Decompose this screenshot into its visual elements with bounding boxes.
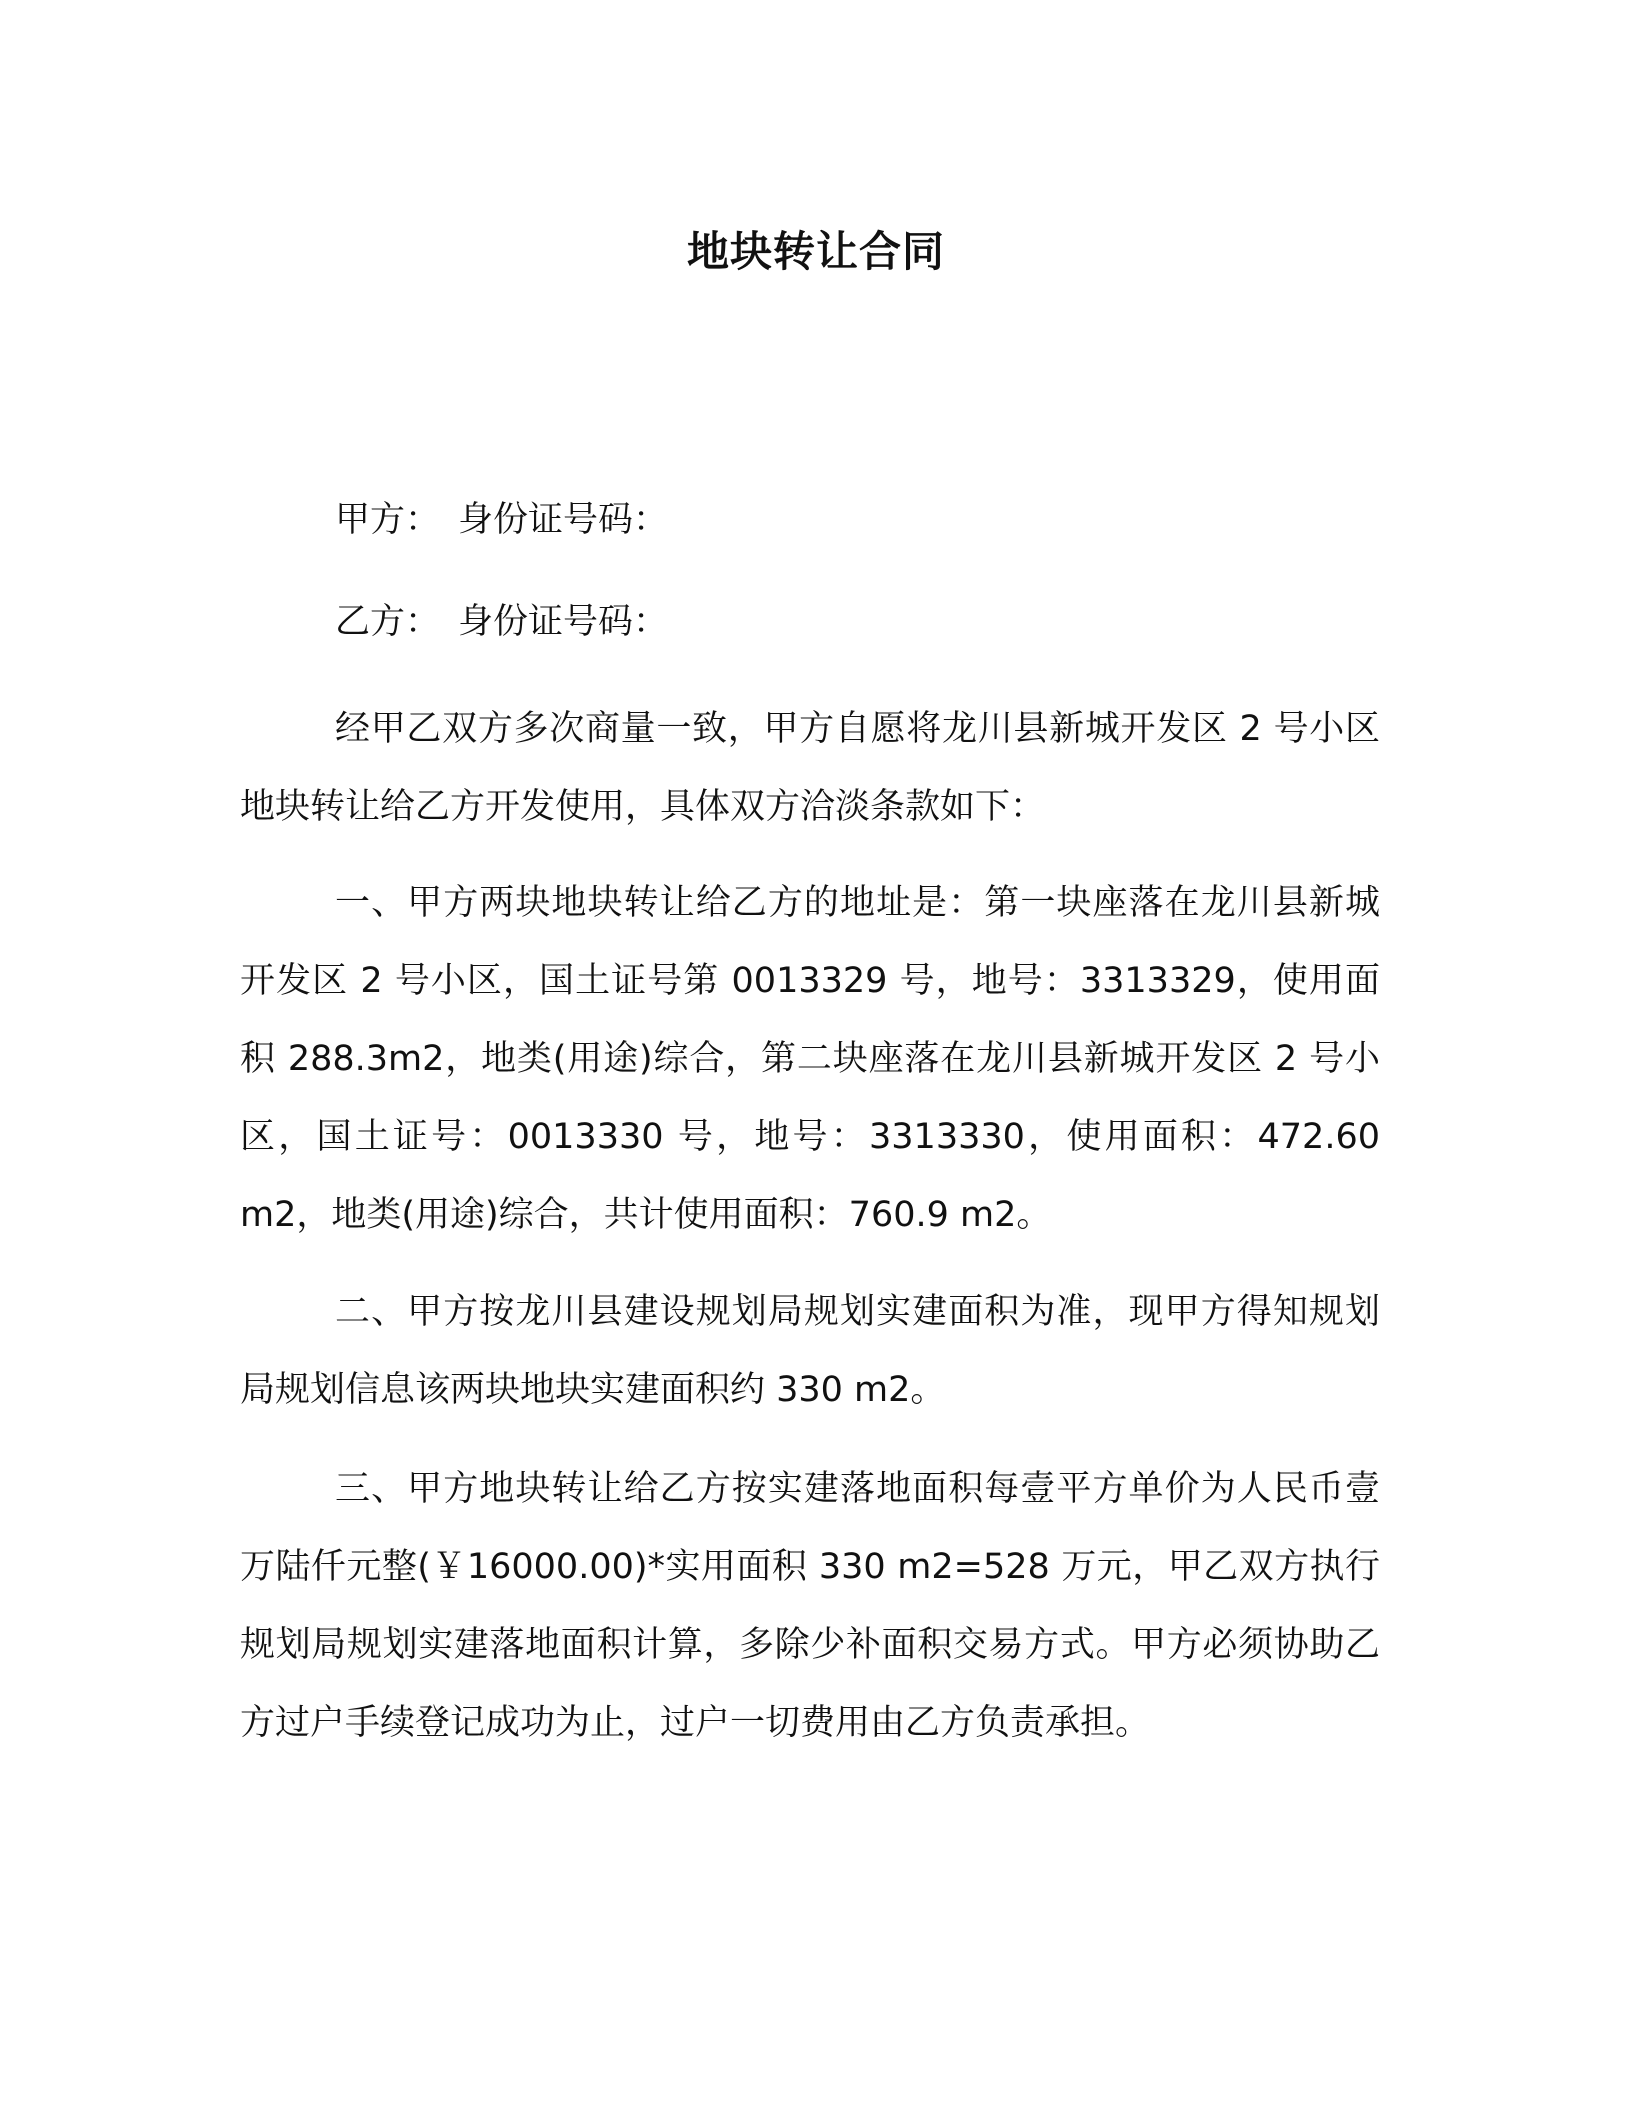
clause-paragraph-2: 二、甲方按龙川县建设规划局规划实建面积为准，现甲方得知规划局规划信息该两块地块实建面积约 330 m2。 xyxy=(240,1292,1380,1410)
party-a-id-label: 身份证号码： xyxy=(458,500,669,540)
party-a-label: 甲方： xyxy=(335,500,441,540)
clause-paragraph-1: 一、甲方两块地块转让给乙方的地址是：第一块座落在龙川县新城开发区 2 号小区，国土证号第 0013329 号，地号：3313329，使用面积 288.3m2，地类(用途)综合，第二块座落在龙川县新城开发区 2 号小区，国土证号：0013330 号，地号：3313330，使用面积：472.60 m2，地类(用途)综合，共计使用面积：760.9 m2。 xyxy=(240,883,1380,1235)
party-b-line xyxy=(335,592,668,652)
intro-paragraph: 经甲乙双方多次商量一致，甲方自愿将龙川县新城开发区 2 号小区地块转让给乙方开发使用，具体双方洽淡条款如下： xyxy=(240,709,1380,827)
party-b-id-label: 身份证号码： xyxy=(458,602,669,642)
party-b-label: 乙方： xyxy=(335,602,441,642)
clause-paragraph-3: 三、甲方地块转让给乙方按实建落地面积每壹平方单价为人民币壹万陆仟元整(￥16000.00)*实用面积 330 m2=528 万元，甲乙双方执行规划局规划实建落地面积计算，多除少补面积交易方式。甲方必须协助乙方过户手续登记成功为止，过户一切费用由乙方负责承担。 xyxy=(240,1469,1380,1743)
document-title: 地块转让合同 xyxy=(686,227,945,276)
party-a-line xyxy=(335,490,668,550)
